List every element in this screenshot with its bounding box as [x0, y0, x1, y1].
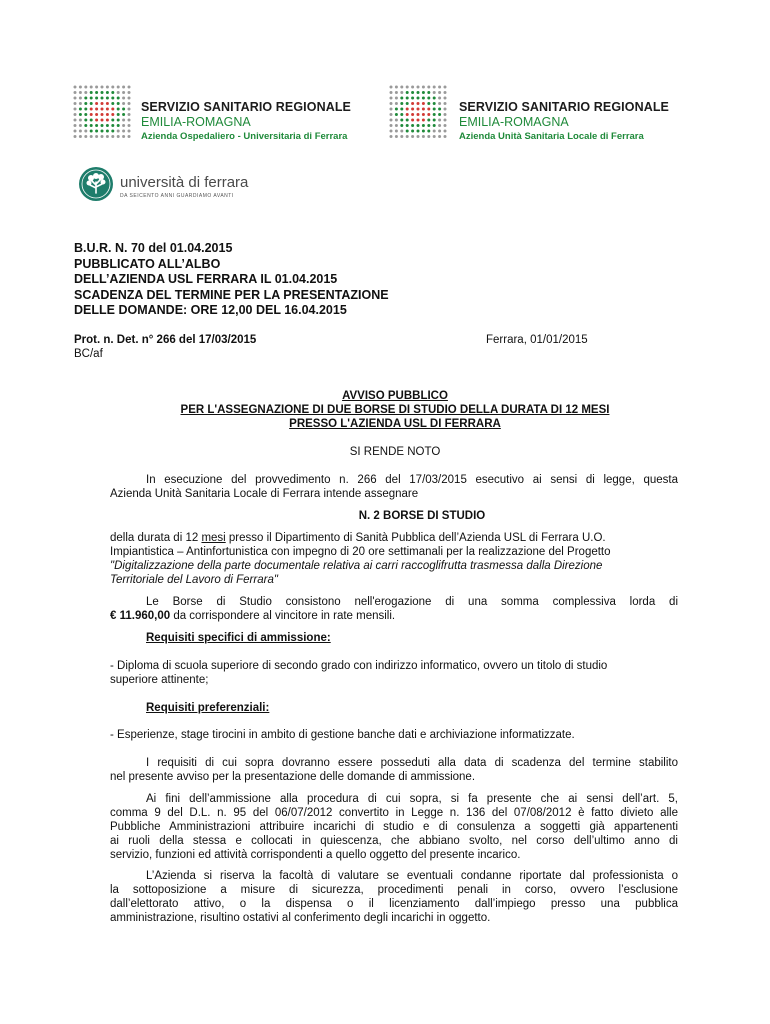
p3-line — [110, 609, 678, 623]
p6-line: amministrazione, risultino ostativi al conferimento degli incarichi in oggetto. — [110, 912, 491, 924]
university-seal-icon — [78, 166, 114, 202]
ssr-left-region: EMILIA-ROMAGNA — [141, 115, 251, 129]
ssr-dots-icon — [388, 84, 448, 140]
ssr-left-azienda: Azienda Ospedaliero - Universitaria di Ferrara — [141, 131, 348, 142]
university-logo — [78, 166, 268, 204]
university-name: università di ferrara — [120, 174, 249, 191]
prot-initials: BC/af — [74, 348, 103, 360]
p6-line: dall’elettorato attivo, o la dispensa o il licenziamento dall’impiego presso una pubblica — [110, 898, 678, 910]
title-line-2: PER L'ASSEGNAZIONE DI DUE BORSE DI STUDIO DELLA DURATA DI 12 MESI — [180, 404, 610, 416]
p5-line: servizio, funzioni ed attività corrispondenti a quello oggetto del presente incarico. — [110, 849, 521, 861]
p3-text: da corrispondere al vincitore in rate mensili. — [170, 610, 396, 622]
p1-line: In esecuzione del provvedimento n. 266 del 17/03/2015 esecutivo ai sensi di legge, questa — [146, 474, 678, 486]
title-line-3: PRESSO L'AZIENDA USL DI FERRARA — [289, 418, 501, 430]
ssr-right-azienda: Azienda Unità Sanitaria Locale di Ferrara — [459, 131, 644, 142]
p5-line: Pubbliche Amministrazioni attribuire incarichi di studio e di consulenza a soggetti già appartenenti — [110, 821, 678, 833]
borse-heading: N. 2 BORSE DI STUDIO — [358, 510, 486, 522]
bur-line: B.U.R. N. 70 del 01.04.2015 — [74, 241, 233, 255]
ssr-left-title: SERVIZIO SANITARIO REGIONALE — [141, 100, 351, 114]
bur-line: PUBBLICATO ALL’ALBO — [74, 256, 221, 271]
p3-line: Le Borse di Studio consistono nell'erogazione di una somma complessiva lorda di — [146, 596, 678, 608]
ssr-right-region: EMILIA-ROMAGNA — [459, 115, 569, 129]
req-pref-line: - Esperienze, stage tirocini in ambito di gestione banche dati e archiviazione informatizzate. — [110, 729, 575, 741]
p6-line: L’Azienda si riserva la facoltà di valutare se eventuali condanne riportate dal professionista o — [146, 870, 678, 882]
si-rende-noto: SI RENDE NOTO — [349, 446, 441, 458]
p2-text: della durata di 12 — [110, 532, 202, 544]
bur-line: SCADENZA DEL TERMINE PER LA PRESENTAZIONE — [74, 287, 389, 302]
prot-number: Prot. n. Det. n° 266 del 17/03/2015 — [74, 334, 257, 346]
p2-text-underlined: mesi — [201, 532, 226, 544]
req-spec-line: - Diploma di scuola superiore di secondo grado con indirizzo informatico, ovvero un titolo di studio — [110, 660, 608, 672]
p2-text: presso il Dipartimento di Sanità Pubblica dell’Azienda USL di Ferrara U.O. — [225, 532, 606, 544]
university-tagline: DA SEICENTO ANNI GUARDIAMO AVANTI — [120, 193, 234, 199]
bur-line: DELL’AZIENDA USL FERRARA IL 01.04.2015 — [74, 272, 338, 286]
p5-line: Ai fini dell’ammissione alla procedura di cui sopra, si fa presente che ai sensi dell’art. 5, — [146, 793, 678, 805]
p4-line: I requisiti di cui sopra dovranno essere posseduti alla data di scadenza del termine stabilito — [146, 757, 678, 769]
req-spec-line: superiore attinente; — [110, 674, 209, 686]
title-line-1: AVVISO PUBBLICO — [342, 390, 448, 402]
p2-line: Territoriale del Lavoro di Ferrara" — [110, 574, 278, 586]
place-date: Ferrara, 01/01/2015 — [486, 334, 588, 346]
ssr-right-title: SERVIZIO SANITARIO REGIONALE — [459, 100, 669, 114]
amount: € 11.960,00 — [110, 610, 171, 622]
bur-header — [74, 241, 389, 319]
req-spec-title: Requisiti specifici di ammissione: — [146, 632, 331, 644]
p4-line: nel presente avviso per la presentazione delle domande di ammissione. — [110, 771, 476, 783]
p5-line: comma 9 del D.L. n. 95 del 06/07/2012 convertito in Legge n. 136 del 07/08/2012 è fatto divieto alle — [110, 807, 678, 819]
req-pref-title: Requisiti preferenziali: — [146, 702, 270, 714]
p6-line: la sottoposizione a misure di sicurezza, procedimenti penali in corso, ovvero l’esclusione — [110, 884, 678, 896]
p2-line: Impiantistica – Antinfortunistica con impegno di 20 ore settimanali per la realizzazione del Progetto — [110, 546, 611, 558]
bur-line: DELLE DOMANDE: ORE 12,00 DEL 16.04.2015 — [74, 303, 347, 317]
p5-line: ai ruoli della stessa e collocati in quiescenza, che abbiano svolto, nel corso dell’ultimo anno di — [110, 835, 678, 847]
p1-line: Azienda Unità Sanitaria Locale di Ferrara intende assegnare — [110, 488, 419, 500]
p2-line — [110, 531, 678, 545]
ssr-dots-icon — [72, 84, 132, 140]
p2-line: "Digitalizzazione della parte documentale relativa ai carri raccoglifrutta trasmessa dalla Direzione — [110, 560, 603, 572]
